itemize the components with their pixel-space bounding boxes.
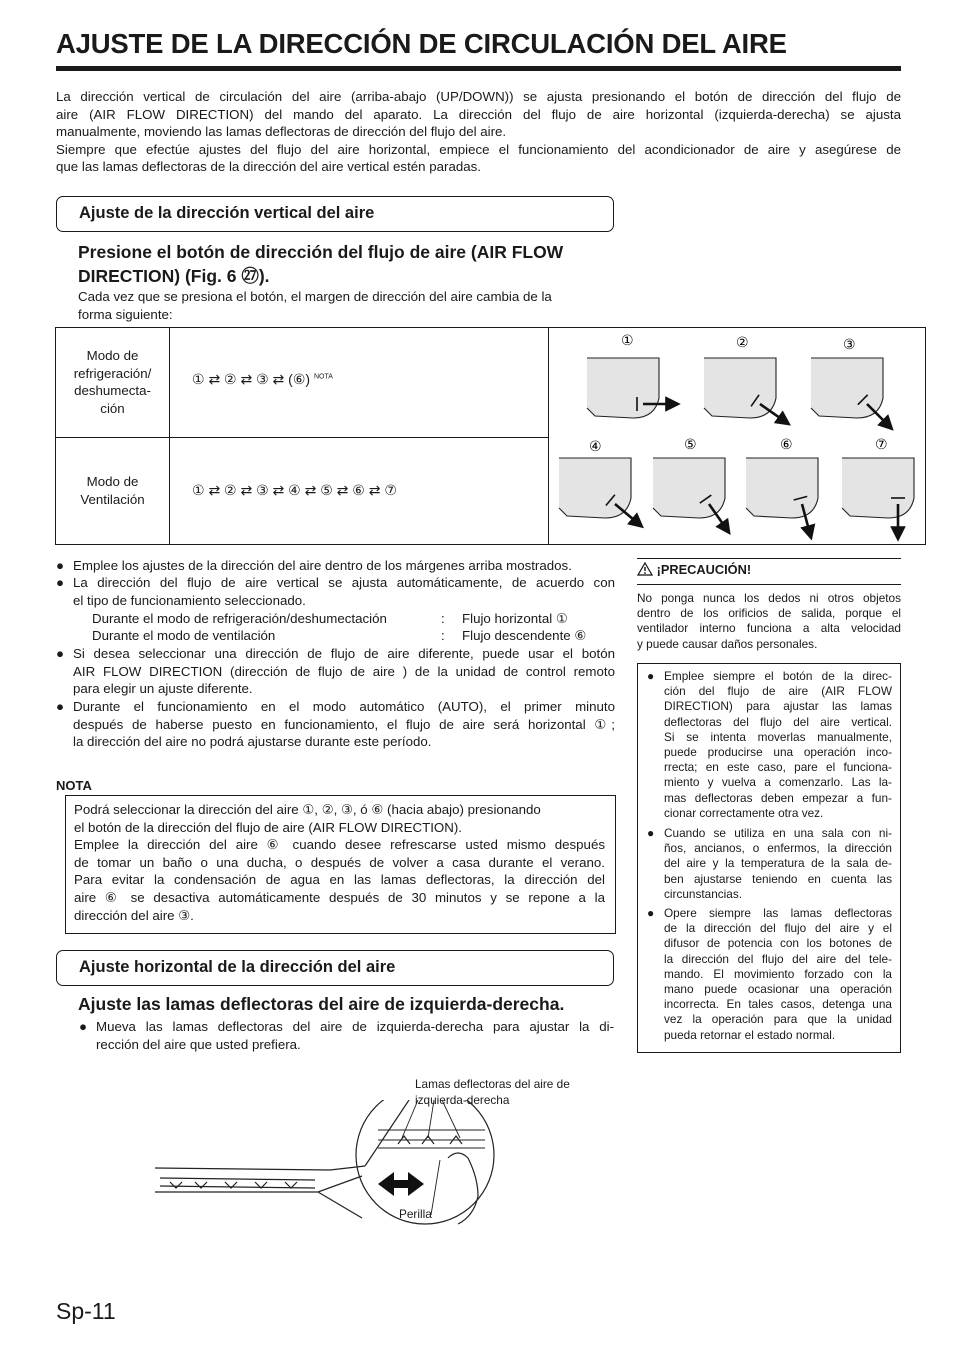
warning-item bbox=[647, 826, 892, 902]
position-label: ① bbox=[621, 333, 634, 349]
horizontal-instruction: Ajuste las lamas deflectoras del aire de izquierda-derecha. bbox=[78, 994, 565, 1014]
bullet-text: rección del aire que usted prefiera. bbox=[96, 1036, 301, 1052]
label-line: Modo de bbox=[86, 348, 139, 364]
warning-line: miento y vuelva a comenzarlo. Las la- bbox=[664, 775, 892, 790]
caution-line: No ponga nunca los dedos ni otros objetos bbox=[637, 591, 901, 605]
list-item bbox=[56, 698, 615, 751]
modes-table bbox=[55, 327, 926, 545]
louver-diagram bbox=[549, 328, 925, 544]
mode-row-value: Flujo descendente ⑥ bbox=[462, 628, 587, 643]
label-line: Modo de bbox=[86, 473, 139, 489]
warning-line: de la dirección del flujo del aire y el bbox=[664, 921, 892, 936]
vertical-description bbox=[78, 288, 618, 323]
caution-line: dentro de los orificios de salida, porque el bbox=[637, 606, 901, 621]
warning-line: vez la operación para que la unidad bbox=[664, 1012, 892, 1027]
caution-heading bbox=[637, 562, 751, 579]
position-label: ⑥ bbox=[780, 437, 793, 453]
position-label: ⑤ bbox=[684, 437, 697, 453]
bullet-text: Si desea seleccionar una dirección de flujo de aire diferente, puede usar el botón bbox=[73, 646, 615, 661]
indoor-unit-shape bbox=[587, 358, 659, 418]
warning-line: Emplee siempre el botón de la direc- bbox=[664, 669, 892, 683]
bullet-text: La dirección del flujo de aire vertical se ajusta automáticamente, de acuerdo con bbox=[73, 575, 615, 590]
mode-sequence-cooling bbox=[170, 328, 549, 438]
warning-line: mas deflectoras deben empezar a fun- bbox=[664, 790, 892, 805]
nota-text bbox=[74, 801, 605, 924]
warning-triangle-icon bbox=[637, 562, 653, 579]
intro-line: La dirección vertical de circulación del aire (arriba-abajo (UP/DOWN)) se ajusta presionando el botón de dirección del flujo de bbox=[56, 89, 901, 104]
mode-row-label: Durante el modo de ventilación bbox=[92, 628, 276, 643]
warning-line: puede producirse una operación inco- bbox=[664, 745, 892, 760]
label-line: deshumecta- bbox=[74, 383, 151, 399]
warning-line: circunstancias. bbox=[664, 886, 743, 901]
warnings-box bbox=[637, 663, 901, 1053]
title-rule bbox=[56, 66, 901, 71]
mode-row-label: Durante el modo de refrigeración/deshumectación bbox=[92, 611, 387, 626]
warning-line: ción del flujo de aire (AIR FLOW bbox=[664, 684, 892, 699]
callout-line: Lamas deflectoras del aire de bbox=[415, 1077, 570, 1091]
caution-rule-bottom bbox=[637, 584, 901, 585]
page-number: Sp-11 bbox=[56, 1298, 116, 1324]
intro-line: aire (AIR FLOW DIRECTION) del mando del aparato. La dirección del flujo de aire horizontal (izquierda-derecha) se ajusta bbox=[56, 106, 901, 122]
intro-line: Siempre que efectúe ajustes del flujo del aire horizontal, empiece el funcionamiento del acondicionador de aire y asegúrese de bbox=[56, 141, 901, 157]
mode-label-cooling bbox=[56, 328, 170, 438]
description-line: Cada vez que se presiona el botón, el margen de dirección del aire cambia de la bbox=[78, 289, 552, 304]
indoor-unit-shape bbox=[653, 458, 725, 518]
intro-paragraph bbox=[56, 88, 901, 176]
description-line: forma siguiente: bbox=[78, 306, 173, 322]
bullet-text: Emplee los ajustes de la dirección del aire dentro de los márgenes arriba mostrados. bbox=[73, 558, 572, 573]
bullet-icon: ● bbox=[56, 699, 65, 714]
bullet-text: Durante el funcionamiento en el modo automático (AUTO), el primer minuto bbox=[73, 699, 615, 714]
warning-line: mano puede ocasionar una operación bbox=[664, 982, 892, 997]
separator: : bbox=[441, 628, 445, 643]
nota-line: de tomar un baño o una ducha, o después de volver a casa durante el verano. bbox=[74, 854, 605, 870]
warning-line: Opere siempre las lamas deflectoras bbox=[664, 906, 892, 920]
bullet-text: Mueva las lamas deflectoras del aire de izquierda-derecha para ajustar la di- bbox=[96, 1019, 614, 1034]
warning-line: pueda retornar el estado normal. bbox=[664, 1027, 836, 1042]
nota-box bbox=[65, 795, 616, 934]
caution-rule-top bbox=[637, 558, 901, 559]
warning-line: mando. El movimiento forzado con la bbox=[664, 966, 892, 981]
caution-line: ventilador interno funciona a alta velocidad bbox=[637, 621, 901, 636]
page-title: AJUSTE DE LA DIRECCIÓN DE CIRCULACIÓN DEL AIRE bbox=[56, 28, 787, 59]
warning-item bbox=[647, 669, 892, 821]
bullet-icon: ● bbox=[647, 826, 655, 840]
nota-superscript: NOTA bbox=[313, 373, 333, 381]
intro-line: manualmente, moviendo las lamas deflectoras de dirección del flujo del aire. bbox=[56, 124, 507, 140]
bullet-icon: ● bbox=[79, 1019, 88, 1034]
mode-row-value: Flujo horizontal ① bbox=[462, 611, 568, 626]
warning-line: Si se intenta moverlas manualmente, bbox=[664, 729, 892, 744]
section-heading-text: Ajuste horizontal de la dirección del aire bbox=[79, 958, 396, 976]
position-label: ④ bbox=[589, 439, 602, 455]
louver-figures bbox=[559, 333, 914, 534]
label-line: Ventilación bbox=[80, 491, 145, 507]
nota-line: Podrá seleccionar la dirección del aire ①, ②, ③, ó ⑥ (hacia abajo) presionando bbox=[74, 802, 541, 817]
nota-label: NOTA bbox=[56, 778, 92, 793]
position-label: ② bbox=[736, 335, 749, 351]
caution-line: y puede causar daños personales. bbox=[637, 636, 818, 651]
list-item bbox=[56, 645, 615, 698]
instruction-line: Presione el botón de dirección del flujo de aire (AIR FLOW bbox=[78, 242, 564, 262]
nota-line: Emplee la dirección del aire ⑥ cuando desee refrescarse usted mismo después bbox=[74, 837, 605, 853]
section-heading-text: Ajuste de la dirección vertical del aire bbox=[79, 204, 375, 222]
warning-line: deflectoras del flujo del aire vertical. bbox=[664, 714, 892, 729]
mode-label-fan bbox=[56, 437, 170, 545]
bullet-text: el tipo de funcionamiento seleccionado. bbox=[73, 592, 306, 608]
caution-text bbox=[637, 591, 901, 652]
bullet-icon: ● bbox=[647, 906, 655, 920]
callout-line: izquierda-derecha bbox=[415, 1093, 510, 1107]
warning-line: rrecta; en este caso, pare el funciona- bbox=[664, 760, 892, 775]
warning-line: difusor de potencia con los botones de bbox=[664, 936, 892, 951]
instruction-line: DIRECTION) (Fig. 6 ㉗). bbox=[78, 266, 270, 286]
nota-line: aire ⑥ se desactiva automáticamente después de 30 minutos y se repone a la bbox=[74, 889, 605, 905]
position-label: ⑦ bbox=[875, 437, 888, 453]
separator: : bbox=[441, 611, 445, 626]
nota-line: el botón de la dirección del flujo de aire (AIR FLOW DIRECTION). bbox=[74, 819, 462, 835]
warning-line: incorrecta. En tales casos, detenga una bbox=[664, 997, 892, 1012]
knob-label: Perilla bbox=[399, 1207, 432, 1221]
label-line: refrigeración/ bbox=[73, 365, 152, 381]
warning-line: DIRECTION) para ajustar las lamas bbox=[664, 699, 892, 714]
bullet-icon: ● bbox=[56, 646, 65, 661]
warning-line: ben ajustarse teniendo en cuenta las bbox=[664, 871, 892, 886]
horizontal-louver-illustration bbox=[150, 1100, 510, 1230]
warning-line: ños, ancianos, o enfermos, la dirección bbox=[664, 841, 892, 856]
mode-sequence-fan bbox=[170, 437, 549, 545]
indoor-unit-shape bbox=[842, 458, 914, 518]
bullet-text: para elegir un ajuste diferente. bbox=[73, 681, 253, 697]
warning-line: del aire y la temperatura de la sala de- bbox=[664, 856, 892, 871]
list-item bbox=[79, 1018, 614, 1053]
intro-line: que las lamas deflectoras de la dirección del aire vertical estén paradas. bbox=[56, 159, 481, 175]
vertical-instruction bbox=[78, 240, 618, 288]
nota-line: Para evitar la condensación de agua en las lamas deflectoras, la dirección del bbox=[74, 872, 605, 888]
warning-line: la dirección del flujo del aire del tele- bbox=[664, 951, 892, 966]
list-item bbox=[56, 557, 618, 575]
section-heading-horizontal bbox=[56, 950, 614, 986]
warning-item bbox=[647, 906, 892, 1043]
bullet-text: AIR FLOW DIRECTION (dirección de flujo de aire ) de la unidad de control remoto bbox=[73, 663, 615, 679]
bullet-icon: ● bbox=[647, 669, 655, 683]
indoor-unit-shape bbox=[746, 458, 818, 518]
caution-title: ¡PRECAUCIÓN! bbox=[656, 562, 752, 577]
warning-line: Cuando se utiliza en una sala con ni- bbox=[664, 826, 892, 840]
sequence-text: ① ⇄ ② ⇄ ③ ⇄ ④ ⇄ ⑤ ⇄ ⑥ ⇄ ⑦ bbox=[192, 482, 397, 499]
sequence-text: ① ⇄ ② ⇄ ③ ⇄ (⑥) bbox=[192, 371, 311, 387]
position-label: ③ bbox=[843, 337, 856, 353]
bullet-icon: ● bbox=[56, 558, 65, 573]
bullet-text: la dirección del aire no podrá ajustarse durante este período. bbox=[73, 734, 432, 750]
list-item bbox=[56, 574, 615, 609]
section-heading-vertical bbox=[56, 196, 614, 232]
label-line: ción bbox=[100, 400, 125, 416]
louver-figure-cell bbox=[549, 328, 926, 545]
bullet-text: después de haberse puesto en funcionamiento, el flujo de aire será horizontal ①; bbox=[73, 716, 615, 732]
bullet-icon: ● bbox=[56, 575, 65, 590]
warning-line: cionar correctamente otra vez. bbox=[664, 805, 824, 820]
nota-line: dirección del aire ③. bbox=[74, 907, 194, 923]
